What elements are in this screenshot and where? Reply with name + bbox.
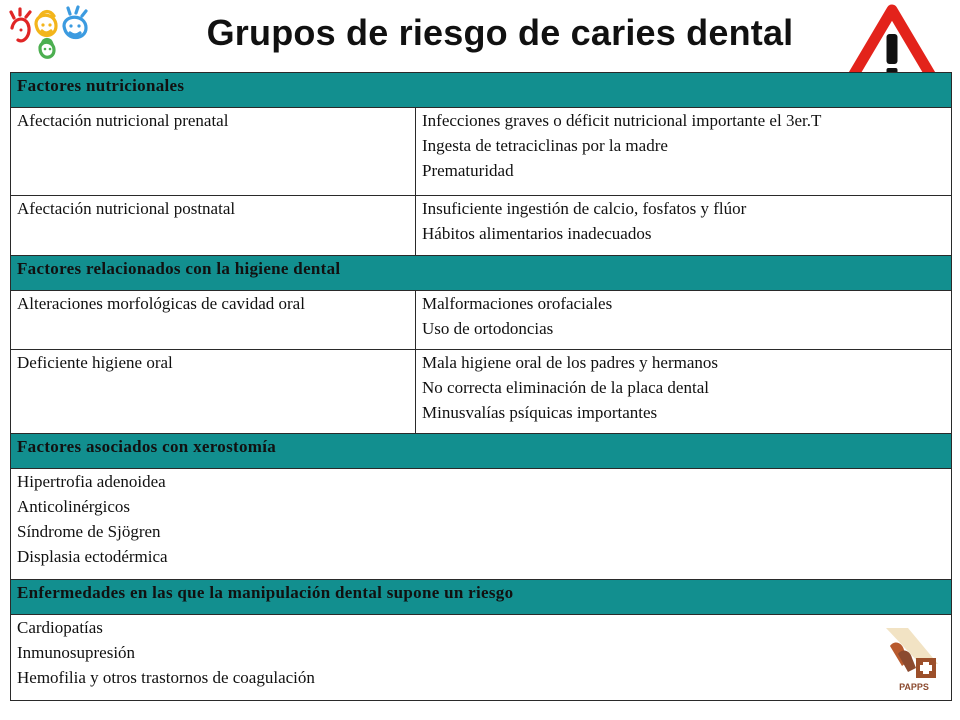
list-item: Hemofilia y otros trastornos de coagulación — [17, 668, 315, 687]
table-row — [11, 196, 952, 256]
detail-line: Infecciones graves o déficit nutricional importante el 3er.T — [422, 111, 822, 130]
table-row — [11, 291, 952, 350]
list-item: Síndrome de Sjögren — [17, 522, 161, 541]
papps-logo-icon — [880, 624, 944, 694]
list-item: Anticolinérgicos — [17, 497, 130, 516]
factor-cell: Deficiente higiene oral — [11, 350, 416, 434]
list-item: Displasia ectodérmica — [17, 547, 168, 566]
details-cell — [416, 291, 952, 350]
factor-cell: Afectación nutricional prenatal — [11, 108, 416, 196]
detail-line: No correcta eliminación de la placa dental — [422, 378, 709, 397]
details-cell — [416, 108, 952, 196]
detail-line: Hábitos alimentarios inadecuados — [422, 224, 652, 243]
list-item: Hipertrofia adenoidea — [17, 472, 166, 491]
items-cell — [11, 615, 952, 701]
risk-groups-table — [10, 72, 952, 701]
table-row — [11, 615, 952, 701]
papps-label: PAPPS — [899, 682, 929, 692]
table-row — [11, 108, 952, 196]
factor-cell: Alteraciones morfológicas de cavidad oral — [11, 291, 416, 350]
list-item: Inmunosupresión — [17, 643, 136, 662]
detail-line: Malformaciones orofaciales — [422, 294, 613, 313]
detail-line: Insuficiente ingestión de calcio, fosfatos y flúor — [422, 199, 747, 218]
section-header-nutritional — [11, 73, 952, 108]
section-header-label: Factores relacionados con la higiene dental — [11, 256, 952, 291]
table-row — [11, 469, 952, 580]
section-header-label: Enfermedades en las que la manipulación dental supone un riesgo — [11, 580, 952, 615]
section-header-label: Factores asociados con xerostomía — [11, 434, 952, 469]
page-title: Grupos de riesgo de caries dental — [206, 12, 794, 53]
details-cell — [416, 350, 952, 434]
section-header-label: Factores nutricionales — [11, 73, 952, 108]
detail-line: Mala higiene oral de los padres y hermanos — [422, 353, 718, 372]
factor-cell: Afectación nutricional postnatal — [11, 196, 416, 256]
section-header-diseases — [11, 580, 952, 615]
table-row — [11, 350, 952, 434]
detail-line: Uso de ortodoncias — [422, 319, 554, 338]
items-cell — [11, 469, 952, 580]
list-item: Cardiopatías — [17, 618, 103, 637]
detail-line: Prematuridad — [422, 161, 514, 180]
section-header-hygiene — [11, 256, 952, 291]
detail-line: Ingesta de tetraciclinas por la madre — [422, 136, 668, 155]
detail-line: Minusvalías psíquicas importantes — [422, 403, 658, 422]
details-cell — [416, 196, 952, 256]
section-header-xerostomia — [11, 434, 952, 469]
